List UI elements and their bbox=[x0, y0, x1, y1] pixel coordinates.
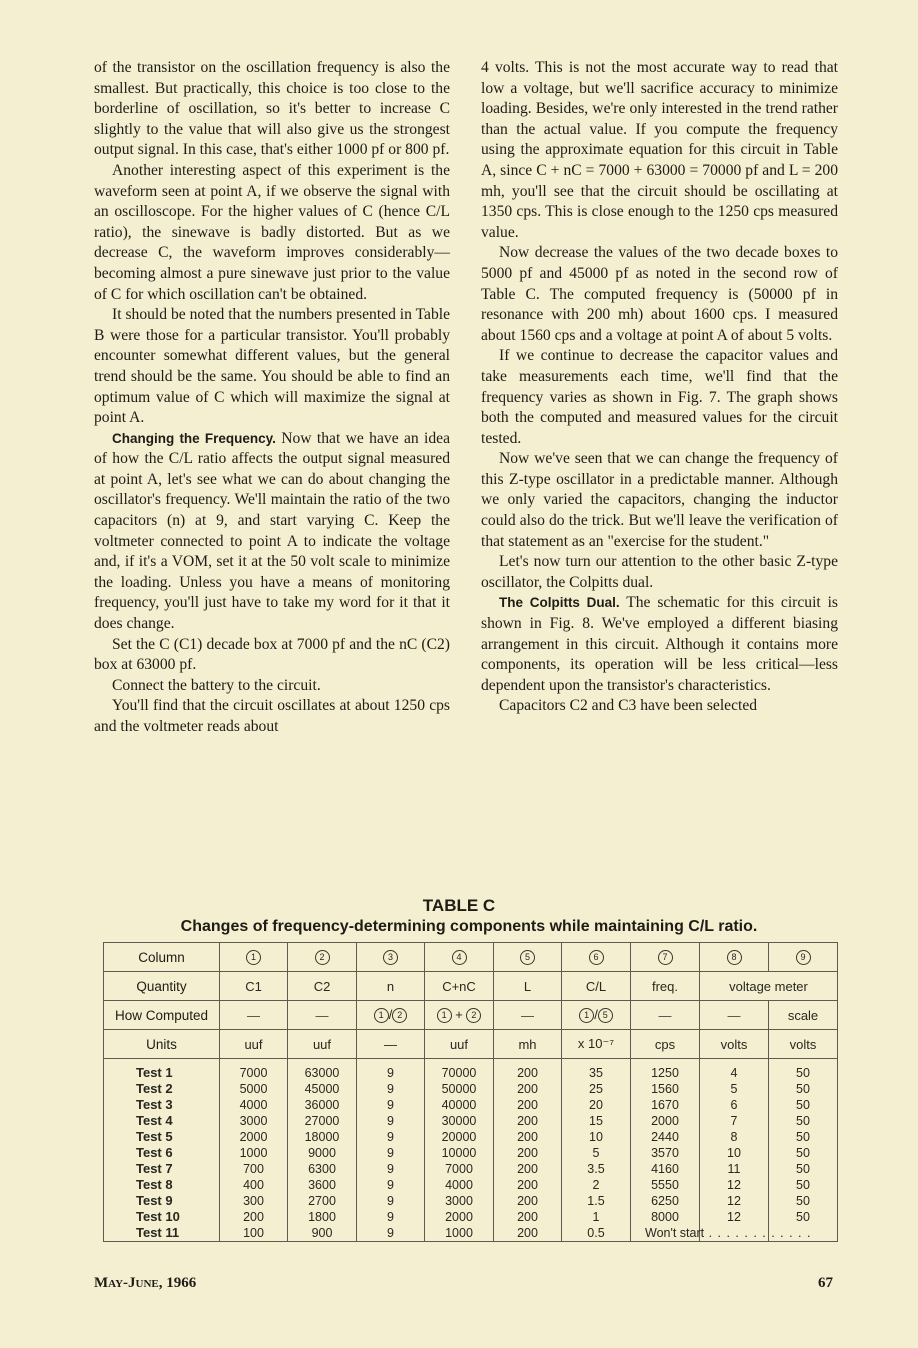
table-cell: 5 bbox=[592, 1146, 600, 1160]
table-cell: Test 5 bbox=[136, 1129, 173, 1144]
table-cell: 50 bbox=[796, 1066, 810, 1080]
table-cell: 300 bbox=[243, 1194, 264, 1208]
column-number: 6 bbox=[589, 950, 604, 965]
table-cell: 7 bbox=[730, 1114, 738, 1128]
table-cell: 50 bbox=[796, 1146, 810, 1160]
table-cell: 100 bbox=[243, 1226, 264, 1240]
table-cell: 700 bbox=[243, 1162, 264, 1176]
c2-values bbox=[288, 1059, 357, 1242]
table-cell: 3.5 bbox=[587, 1162, 605, 1176]
paragraph: If we continue to decrease the capacitor values and take measurements each time, we'll find that the frequency varies as shown in Fig. 7. The graph shows both the computed and measured values for the circuit tested. bbox=[481, 347, 838, 447]
footer-date: May-June, 1966 bbox=[94, 1275, 197, 1291]
volts-values bbox=[700, 1059, 769, 1242]
table-cell: volts bbox=[769, 1030, 838, 1059]
table-cell: 0.5 bbox=[587, 1226, 605, 1240]
row-label-units: Units bbox=[104, 1030, 220, 1059]
table-cell: Test 10 bbox=[136, 1209, 180, 1224]
column-ref: 2 bbox=[392, 1008, 407, 1023]
wont-start-text: Won't start bbox=[645, 1226, 705, 1240]
l-values bbox=[494, 1059, 562, 1242]
table-cell: 2000 bbox=[239, 1130, 268, 1144]
paragraph bbox=[94, 429, 450, 635]
table-cell: 2440 bbox=[651, 1130, 679, 1144]
column-number: 1 bbox=[246, 950, 261, 965]
table-cell: — bbox=[357, 1030, 425, 1059]
table-cell: 25 bbox=[589, 1082, 603, 1096]
table-cell: 200 bbox=[517, 1114, 538, 1128]
row-label-quantity: Quantity bbox=[104, 972, 220, 1001]
table-cell bbox=[562, 1001, 631, 1030]
table-cell: 8 bbox=[730, 1130, 738, 1144]
run-in-heading: The Colpitts Dual. bbox=[499, 595, 620, 611]
operator: + bbox=[451, 1006, 467, 1022]
table-caption: Changes of frequency-determining components while maintaining C/L ratio. bbox=[180, 918, 758, 935]
wont-start-note bbox=[631, 1225, 812, 1241]
paragraph: Connect the battery to the circuit. bbox=[112, 676, 321, 694]
table-cell: L bbox=[494, 972, 562, 1001]
column-number: 4 bbox=[452, 950, 467, 965]
cl-values bbox=[562, 1059, 631, 1242]
table-cell: 9 bbox=[387, 1098, 394, 1112]
column-number: 3 bbox=[383, 950, 398, 965]
table-cell: 27000 bbox=[304, 1114, 340, 1128]
table-cell: 5000 bbox=[239, 1082, 268, 1096]
table-cell: 11 bbox=[727, 1162, 741, 1176]
table-cell: — bbox=[220, 1001, 288, 1030]
table-cell: Test 9 bbox=[136, 1193, 173, 1208]
table-cell: x 10⁻⁷ bbox=[562, 1030, 631, 1059]
table-cell: 12 bbox=[727, 1210, 741, 1224]
table-cell: 6300 bbox=[308, 1162, 336, 1176]
table-cell: Test 4 bbox=[136, 1113, 173, 1128]
paragraph bbox=[481, 593, 838, 696]
table-cell: mh bbox=[494, 1030, 562, 1059]
table-cell: 5550 bbox=[651, 1178, 679, 1192]
table-cell: 200 bbox=[517, 1066, 538, 1080]
table-cell: 10000 bbox=[441, 1146, 477, 1160]
table-cell: 3600 bbox=[308, 1178, 336, 1192]
table-cell: n bbox=[357, 972, 425, 1001]
table-cell: 4000 bbox=[445, 1178, 473, 1192]
table-cell: 9000 bbox=[308, 1146, 336, 1160]
table-cell: scale bbox=[769, 1001, 838, 1030]
table-cell: 12 bbox=[727, 1178, 741, 1192]
table-cell: 9 bbox=[387, 1130, 394, 1144]
table-cell: 9 bbox=[387, 1082, 394, 1096]
table-cell: 50 bbox=[796, 1210, 810, 1224]
table-cell: uuf bbox=[288, 1030, 357, 1059]
table-cell: 30000 bbox=[441, 1114, 477, 1128]
table-cell: 200 bbox=[517, 1226, 538, 1240]
table-cell: 35 bbox=[589, 1066, 603, 1080]
paragraph: It should be noted that the numbers presented in Table B were those for a particular transistor. You'll probably encounter somewhat different values, but the general trend should be the same. You should be able to find an optimum value of C which will maximize the signal at point A. bbox=[94, 306, 450, 427]
table-cell: 63000 bbox=[304, 1066, 340, 1080]
table-cell: 8000 bbox=[651, 1210, 679, 1224]
table-cell: freq. bbox=[631, 972, 700, 1001]
table-cell: cps bbox=[631, 1030, 700, 1059]
table-cell: 2000 bbox=[651, 1114, 679, 1128]
table-cell: 12 bbox=[727, 1194, 741, 1208]
table-cell: volts bbox=[700, 1030, 769, 1059]
paragraph: Another interesting aspect of this experiment is the waveform seen at point A, if we observe the signal with an oscilloscope. For the higher values of C (hence C/L ratio), the sinewave is badly distorted. But as we decrease C, the waveform improves considerably—becoming almost a pure sinewave just prior to the value of C for which oscillation can't be obtained. bbox=[94, 161, 450, 303]
table-row bbox=[104, 1001, 838, 1030]
paragraph-text: The schematic for this circuit is shown in Fig. 8. We've employed a different biasing arrangement in this circuit. Although it contains more components, its operation will be less critical—less dependent upon the transistor's characteristics. bbox=[481, 594, 839, 694]
table-cell: 9 bbox=[387, 1210, 394, 1224]
table-row bbox=[104, 1030, 838, 1059]
table-cell: 10 bbox=[727, 1146, 741, 1160]
table-cell: 45000 bbox=[304, 1082, 340, 1096]
table-cell: 50 bbox=[796, 1098, 810, 1112]
table-cell: 7000 bbox=[239, 1066, 268, 1080]
table-cell: 3000 bbox=[239, 1114, 268, 1128]
table-cell: 9 bbox=[387, 1226, 394, 1240]
table-cell: Test 11 bbox=[136, 1225, 180, 1240]
column-ref: 5 bbox=[598, 1008, 613, 1023]
table-row bbox=[104, 972, 838, 1001]
table-cell: 9 bbox=[387, 1114, 394, 1128]
row-label-column: Column bbox=[104, 943, 220, 972]
table-cell: Test 1 bbox=[136, 1065, 173, 1080]
table-cell: 36000 bbox=[304, 1098, 340, 1112]
table-cell: 6250 bbox=[651, 1194, 679, 1208]
table-row bbox=[104, 943, 838, 972]
table-cell: 6 bbox=[730, 1098, 738, 1112]
table-cell: 18000 bbox=[304, 1130, 340, 1144]
paragraph: Now decrease the values of the two decade boxes to 5000 pf and 45000 pf as noted in the second row of Table C. The computed frequency is (50000 pf in resonance with 200 mh) about 1600 cps. I measured about 1560 cps and a voltage at point A of about 5 volts. bbox=[481, 244, 838, 344]
table-cell: Test 3 bbox=[136, 1097, 173, 1112]
table-cell: 50 bbox=[796, 1082, 810, 1096]
table-cell: 2000 bbox=[445, 1210, 473, 1224]
table-cell bbox=[425, 1001, 494, 1030]
table-cell: 9 bbox=[387, 1066, 394, 1080]
table-cell: 4000 bbox=[239, 1098, 268, 1112]
table-cell: 9 bbox=[387, 1194, 394, 1208]
table-cell: C2 bbox=[288, 972, 357, 1001]
table-cell: 4160 bbox=[651, 1162, 679, 1176]
table-cell: 3000 bbox=[445, 1194, 473, 1208]
table-cell bbox=[357, 1001, 425, 1030]
table-cell: voltage meter bbox=[700, 972, 838, 1001]
table-cell: 200 bbox=[517, 1210, 538, 1224]
table-title: TABLE C bbox=[422, 896, 496, 915]
table-cell: 1250 bbox=[651, 1066, 679, 1080]
column-ref: 1 bbox=[374, 1008, 389, 1023]
table-cell: 50 bbox=[796, 1178, 810, 1192]
table-cell: 50 bbox=[796, 1130, 810, 1144]
test-names bbox=[104, 1059, 220, 1242]
table-cell: — bbox=[700, 1001, 769, 1030]
table-cell: 3570 bbox=[651, 1146, 679, 1160]
table-cell: 200 bbox=[243, 1210, 264, 1224]
paragraph: of the transistor on the oscillation frequency is also the smallest. But practically, this choice is too close to the borderline of oscillation, so it's better to increase C slightly to the value that will also give us the strongest output signal. In this case, that's either 1000 pf or 800 pf. bbox=[94, 59, 450, 159]
paragraph: Set the C (C1) decade box at 7000 pf and the nC (C2) box at 63000 pf. bbox=[94, 635, 450, 674]
operator: / bbox=[594, 1006, 598, 1022]
table-cell: 200 bbox=[517, 1130, 538, 1144]
table-cell: 200 bbox=[517, 1098, 538, 1112]
table-cell: 5 bbox=[730, 1082, 738, 1096]
table-cell: 1670 bbox=[651, 1098, 679, 1112]
column-ref: 2 bbox=[466, 1008, 481, 1023]
column-number: 9 bbox=[796, 950, 811, 965]
paragraph: Let's now turn our attention to the other basic Z-type oscillator, the Colpitts dual. bbox=[481, 553, 838, 591]
table-cell: Test 2 bbox=[136, 1081, 173, 1096]
table-cell: 200 bbox=[517, 1178, 538, 1192]
table-cell: 20000 bbox=[441, 1130, 477, 1144]
table-cell: 200 bbox=[517, 1146, 538, 1160]
right-column bbox=[481, 58, 838, 717]
operator: / bbox=[388, 1006, 393, 1022]
table-cell: 2 bbox=[592, 1178, 600, 1192]
table-cell: 70000 bbox=[441, 1066, 477, 1080]
table-cell: 20 bbox=[589, 1098, 603, 1112]
page-number: 67 bbox=[818, 1275, 833, 1291]
table-cell: 1 bbox=[592, 1210, 600, 1224]
table-cell: 50 bbox=[796, 1194, 810, 1208]
table-cell: Test 8 bbox=[136, 1177, 173, 1192]
table-cell: 200 bbox=[517, 1162, 538, 1176]
table-cell: 10 bbox=[589, 1130, 603, 1144]
table-cell: — bbox=[288, 1001, 357, 1030]
table-cell: uuf bbox=[425, 1030, 494, 1059]
cnc-values bbox=[425, 1059, 494, 1242]
table-cell: 4 bbox=[730, 1066, 738, 1080]
table-cell: 400 bbox=[243, 1178, 264, 1192]
column-number: 8 bbox=[727, 950, 742, 965]
table-cell: 200 bbox=[517, 1082, 538, 1096]
column-ref: 1 bbox=[437, 1008, 452, 1023]
table-cell: 1560 bbox=[651, 1082, 679, 1096]
table-cell: 50000 bbox=[441, 1082, 477, 1096]
table-cell: 2700 bbox=[308, 1194, 336, 1208]
table-cell: 9 bbox=[387, 1162, 394, 1176]
table-cell: C+nC bbox=[425, 972, 494, 1001]
table-c bbox=[103, 942, 838, 1242]
table-cell: Test 7 bbox=[136, 1161, 173, 1176]
column-number: 5 bbox=[520, 950, 535, 965]
table-cell: 900 bbox=[311, 1226, 333, 1240]
c1-values bbox=[220, 1059, 288, 1242]
paragraph: Capacitors C2 and C3 have been selected bbox=[499, 697, 758, 715]
leader-dots: . . . . . . . . . . . . bbox=[704, 1226, 812, 1240]
table-cell: — bbox=[631, 1001, 700, 1030]
table-cell: 50 bbox=[796, 1114, 810, 1128]
table-cell: 40000 bbox=[441, 1098, 477, 1112]
paragraph: 4 volts. This is not the most accurate way to read that low a voltage, but we'll sacrifice accuracy to minimize loading. Besides, we're only interested in the trend rather than the actual value. If you compute the frequency using the approximate equation for this circuit in Table A, since C + nC = 7000 + 63000 = 70000 pf and L = 200 mh, you'll see that the circuit should be oscillating at 1350 cps. This is close enough to the 1250 cps measured value. bbox=[481, 59, 838, 241]
column-number: 7 bbox=[658, 950, 673, 965]
column-number: 2 bbox=[315, 950, 330, 965]
table-body-row bbox=[104, 1059, 838, 1242]
table-cell: C/L bbox=[562, 972, 631, 1001]
table-cell: C1 bbox=[220, 972, 288, 1001]
table-cell: Test 6 bbox=[136, 1145, 173, 1160]
table-cell: 1000 bbox=[445, 1226, 473, 1240]
table-cell: 1.5 bbox=[587, 1194, 605, 1208]
row-label-how-computed: How Computed bbox=[104, 1001, 220, 1030]
table-cell: 7000 bbox=[445, 1162, 473, 1176]
table-cell: 9 bbox=[387, 1178, 394, 1192]
table-cell: 15 bbox=[589, 1114, 603, 1128]
n-values bbox=[357, 1059, 425, 1242]
table-cell: — bbox=[494, 1001, 562, 1030]
scale-values bbox=[769, 1059, 838, 1242]
paragraph: Now we've seen that we can change the frequency of this Z-type oscillator in a predictable manner. Although we only varied the capacitors, changing the inductor could also do the trick. But we'll leave the verification of that statement as an "exercise for the student." bbox=[481, 450, 838, 550]
table-cell: 1800 bbox=[308, 1210, 336, 1224]
paragraph-text: Now that we have an idea of how the C/L ratio affects the output signal measured at point A, let's see what we can do about changing the oscillator's frequency. We'll maintain the ratio of the two capacitors (n) at 9, and start varying C. Keep the voltmeter connected to point A to indicate the voltage and, if it's a VOM, set it at the 50 volt scale to minimize the loading. Unless you have a means of monitoring frequency, you'll just have to take my word for it that it does change. bbox=[94, 429, 450, 633]
left-column bbox=[94, 58, 450, 738]
column-ref: 1 bbox=[579, 1008, 594, 1023]
table-cell: uuf bbox=[220, 1030, 288, 1059]
table-cell: 1000 bbox=[239, 1146, 268, 1160]
table-cell: 50 bbox=[796, 1162, 810, 1176]
table-cell: 9 bbox=[387, 1146, 394, 1160]
run-in-heading: Changing the Frequency. bbox=[112, 430, 276, 446]
table-cell: 200 bbox=[517, 1194, 538, 1208]
paragraph: You'll find that the circuit oscillates at about 1250 cps and the voltmeter reads about bbox=[94, 697, 450, 735]
